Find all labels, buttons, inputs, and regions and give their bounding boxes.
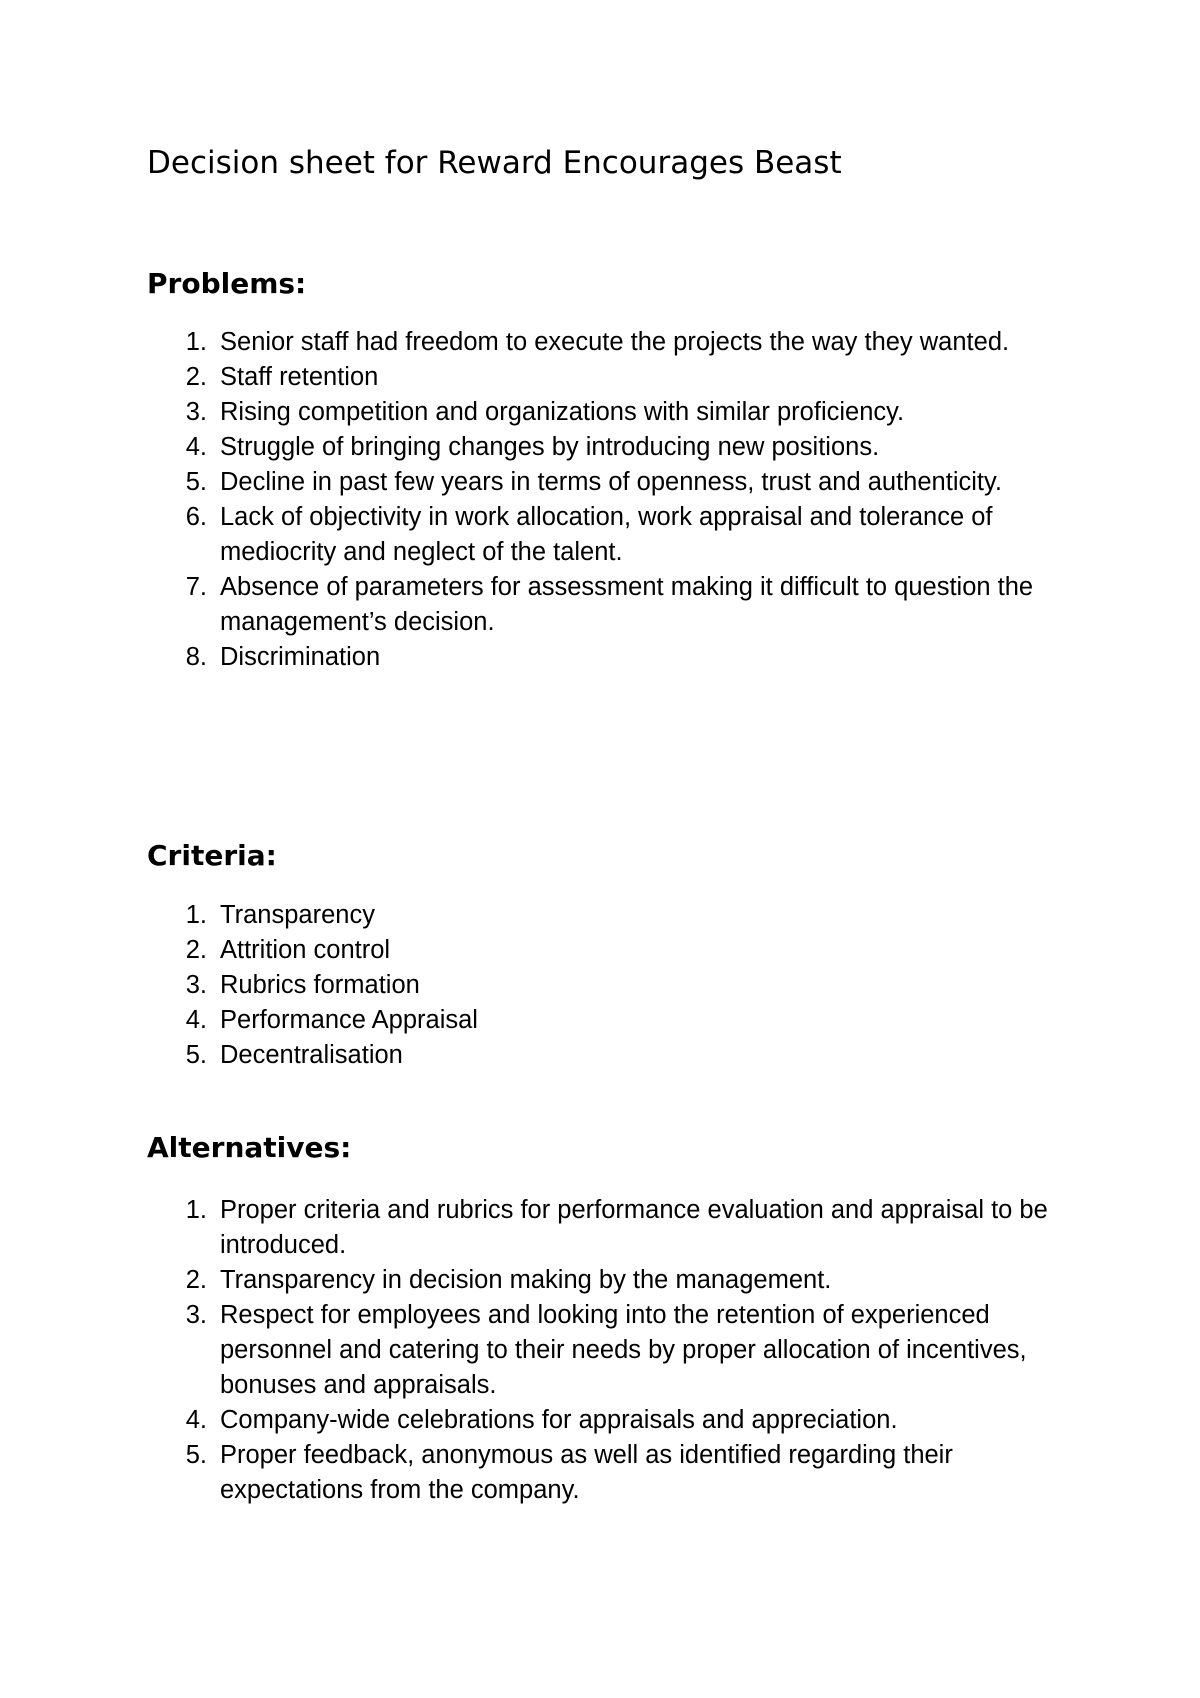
list-item	[147, 968, 1077, 1003]
list-item-number: 5.	[185, 468, 207, 496]
list-item-text: Proper feedback, anonymous as well as identified regarding their expectations from the company.	[220, 1441, 953, 1504]
list-item-number: 6.	[185, 503, 207, 531]
list-item-number: 4.	[185, 1006, 207, 1034]
criteria-list	[147, 898, 1077, 1073]
list-item-number: 3.	[185, 971, 207, 999]
list-item-number: 2.	[185, 1266, 207, 1294]
list-item-number: 5.	[185, 1441, 207, 1469]
list-item	[147, 395, 1077, 430]
list-item	[147, 465, 1077, 500]
list-item-number: 2.	[185, 363, 207, 391]
list-item	[147, 1038, 1077, 1073]
list-item	[147, 933, 1077, 968]
list-item	[147, 570, 1077, 640]
list-item-number: 3.	[185, 398, 207, 426]
list-item-text: Attrition control	[220, 936, 391, 964]
list-item	[147, 898, 1077, 933]
list-item-text: Absence of parameters for assessment making it difficult to question the management’s decision.	[220, 573, 1034, 636]
list-item	[147, 430, 1077, 465]
list-item-number: 2.	[185, 936, 207, 964]
list-item-text: Senior staff had freedom to execute the projects the way they wanted.	[220, 328, 1010, 356]
list-item-text: Staff retention	[220, 363, 379, 391]
criteria-heading: Criteria:	[147, 839, 277, 872]
list-item-text: Company-wide celebrations for appraisals and appreciation.	[220, 1406, 898, 1434]
list-item-text: Decline in past few years in terms of openness, trust and authenticity.	[220, 468, 1002, 496]
list-item-text: Rubrics formation	[220, 971, 420, 999]
list-item-text: Performance Appraisal	[220, 1006, 478, 1034]
list-item-text: Rising competition and organizations with similar proficiency.	[220, 398, 905, 426]
list-item-text: Respect for employees and looking into the retention of experienced personnel and catering to their needs by proper allocation of incentives, bonuses and appraisals.	[220, 1301, 1027, 1399]
list-item-text: Discrimination	[220, 643, 381, 671]
list-item-number: 4.	[185, 1406, 207, 1434]
list-item	[147, 1403, 1077, 1438]
list-item	[147, 1438, 1077, 1508]
list-item-text: Struggle of bringing changes by introducing new positions.	[220, 433, 880, 461]
list-item	[147, 360, 1077, 395]
list-item	[147, 325, 1077, 360]
problems-list	[147, 325, 1077, 675]
list-item-text: Proper criteria and rubrics for performance evaluation and appraisal to be introduced.	[220, 1196, 1048, 1259]
list-item	[147, 1263, 1077, 1298]
list-item-number: 1.	[185, 901, 207, 929]
document-title: Decision sheet for Reward Encourages Beast	[147, 145, 842, 181]
list-item	[147, 1193, 1077, 1263]
list-item-number: 7.	[185, 573, 207, 601]
list-item	[147, 1003, 1077, 1038]
list-item-text: Transparency	[220, 901, 375, 929]
problems-heading: Problems:	[147, 267, 307, 300]
list-item-text: Decentralisation	[220, 1041, 403, 1069]
list-item-number: 5.	[185, 1041, 207, 1069]
list-item	[147, 500, 1077, 570]
list-item	[147, 640, 1077, 675]
list-item-text: Lack of objectivity in work allocation, work appraisal and tolerance of mediocrity and neglect of the talent.	[220, 503, 993, 566]
list-item	[147, 1298, 1077, 1403]
list-item-text: Transparency in decision making by the management.	[220, 1266, 832, 1294]
list-item-number: 4.	[185, 433, 207, 461]
alternatives-list	[147, 1193, 1077, 1508]
list-item-number: 8.	[185, 643, 207, 671]
alternatives-heading: Alternatives:	[147, 1131, 352, 1164]
list-item-number: 3.	[185, 1301, 207, 1329]
list-item-number: 1.	[185, 1196, 207, 1224]
list-item-number: 1.	[185, 328, 207, 356]
